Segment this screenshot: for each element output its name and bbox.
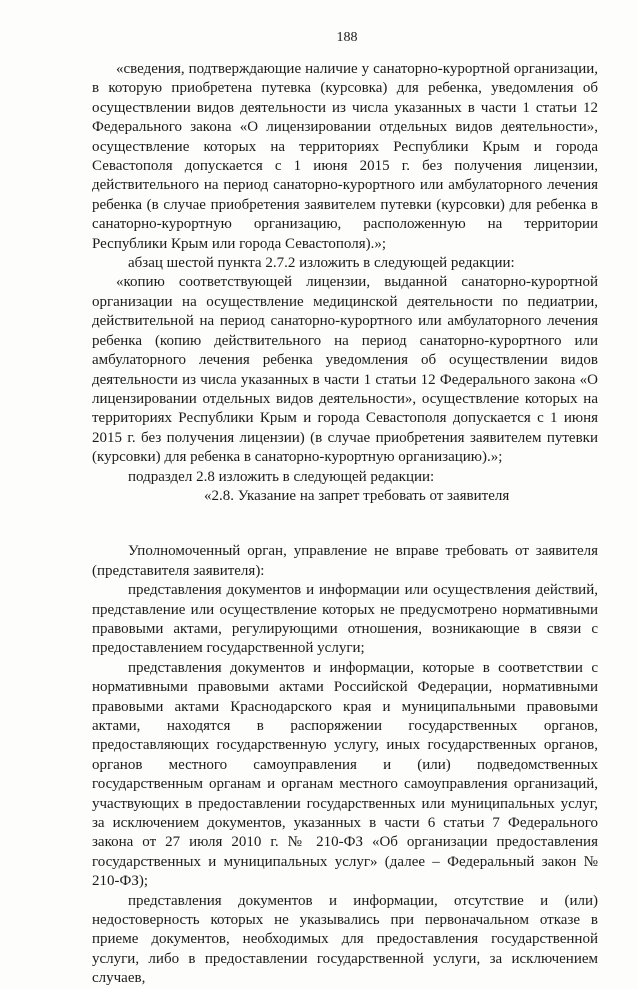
paragraph-subsection-instruction: подраздел 2.8 изложить в следующей редакции: — [128, 468, 435, 485]
paragraph-quoted-info-requirement: «сведения, подтверждающие наличие у санаторно-курортной организации, в которую приобретена путевка (курсовка) для ребенка, уведомления об осуществлении видов деятельности из числа указанных в части 1 статьи 12 Федерального закона «О лицензировании отдельных видов деятельности», осуществление которых на территориях Республики Крым и города Севастополя допускается с 1 июня 2015 г. без получения лицензии, действительного на период санаторно-курортного или амбулаторного лечения ребенка (в случае приобретения заявителем путевки (курсовки) для ребенка в санаторно-курортную организацию, расположенную на территории Республики Крым или города Севастополя).»; — [92, 61, 598, 252]
paragraph-prohibition-item: представления документов и информации, отсутствие и (или) недостоверность которых не указывались при первоначальном отказе в приеме документов, необходимых для предоставления государственной услуги, либо в предоставлении государственной услуги, за исключением случаев, — [92, 892, 598, 987]
page-number: 188 — [336, 30, 358, 45]
paragraph-prohibition-item: представления документов и информации или осуществления действий, представление или осуществление которых не предусмотрено нормативными правовыми актами, регулирующими отношения, возникающие в связи с предоставлением государственной услуги; — [92, 582, 598, 657]
paragraph-quoted-license-copy: «копию соответствующей лицензии, выданной санаторно-курортной организации на осуществление медицинской деятельности по педиатрии, действительной на период санаторно-курортного или амбулаторного лечения ребенка (копию действительного на период санаторно-курортного или амбулаторного лечения ребенка уведомления об осуществлении видов деятельности из числа указанных в части 1 статьи 12 Федерального закона «О лицензировании отдельных видов деятельности», осуществление которых на территориях Республики Крым и города Севастополя допускается с 1 июня 2015 г. без получения лицензии) (в случае приобретения заявителем путевки (курсовки) для ребенка в санаторно-курортную организацию).»; — [92, 274, 598, 466]
paragraph-prohibition-intro: Уполномоченный орган, управление не вправе требовать от заявителя (представителя заявителя): — [92, 543, 598, 579]
section-heading: «2.8. Указание на запрет требовать от заявителя — [204, 487, 510, 504]
paragraph-prohibition-item: представления документов и информации, которые в соответствии с нормативными правовыми актами Российской Федерации, нормативными правовыми актами Краснодарского края и муниципальными правовыми актами, находятся в распоряжении государственных органов, предоставляющих государственную услугу, иных государственных органов, органов местного самоуправления и (или) подведомственных государственным органам и органам местного самоуправления организаций, участвующих в предоставлении государственных или муниципальных услуг, за исключением документов, указанных в части 6 статьи 7 Федерального закона от 27 июля 2010 г. № 210-ФЗ «Об организации предоставления государственных и муниципальных услуг» (далее – Федеральный закон № 210-ФЗ); — [92, 659, 598, 890]
paragraph-amendment-instruction: абзац шестой пункта 2.7.2 изложить в следующей редакции: — [128, 255, 515, 272]
